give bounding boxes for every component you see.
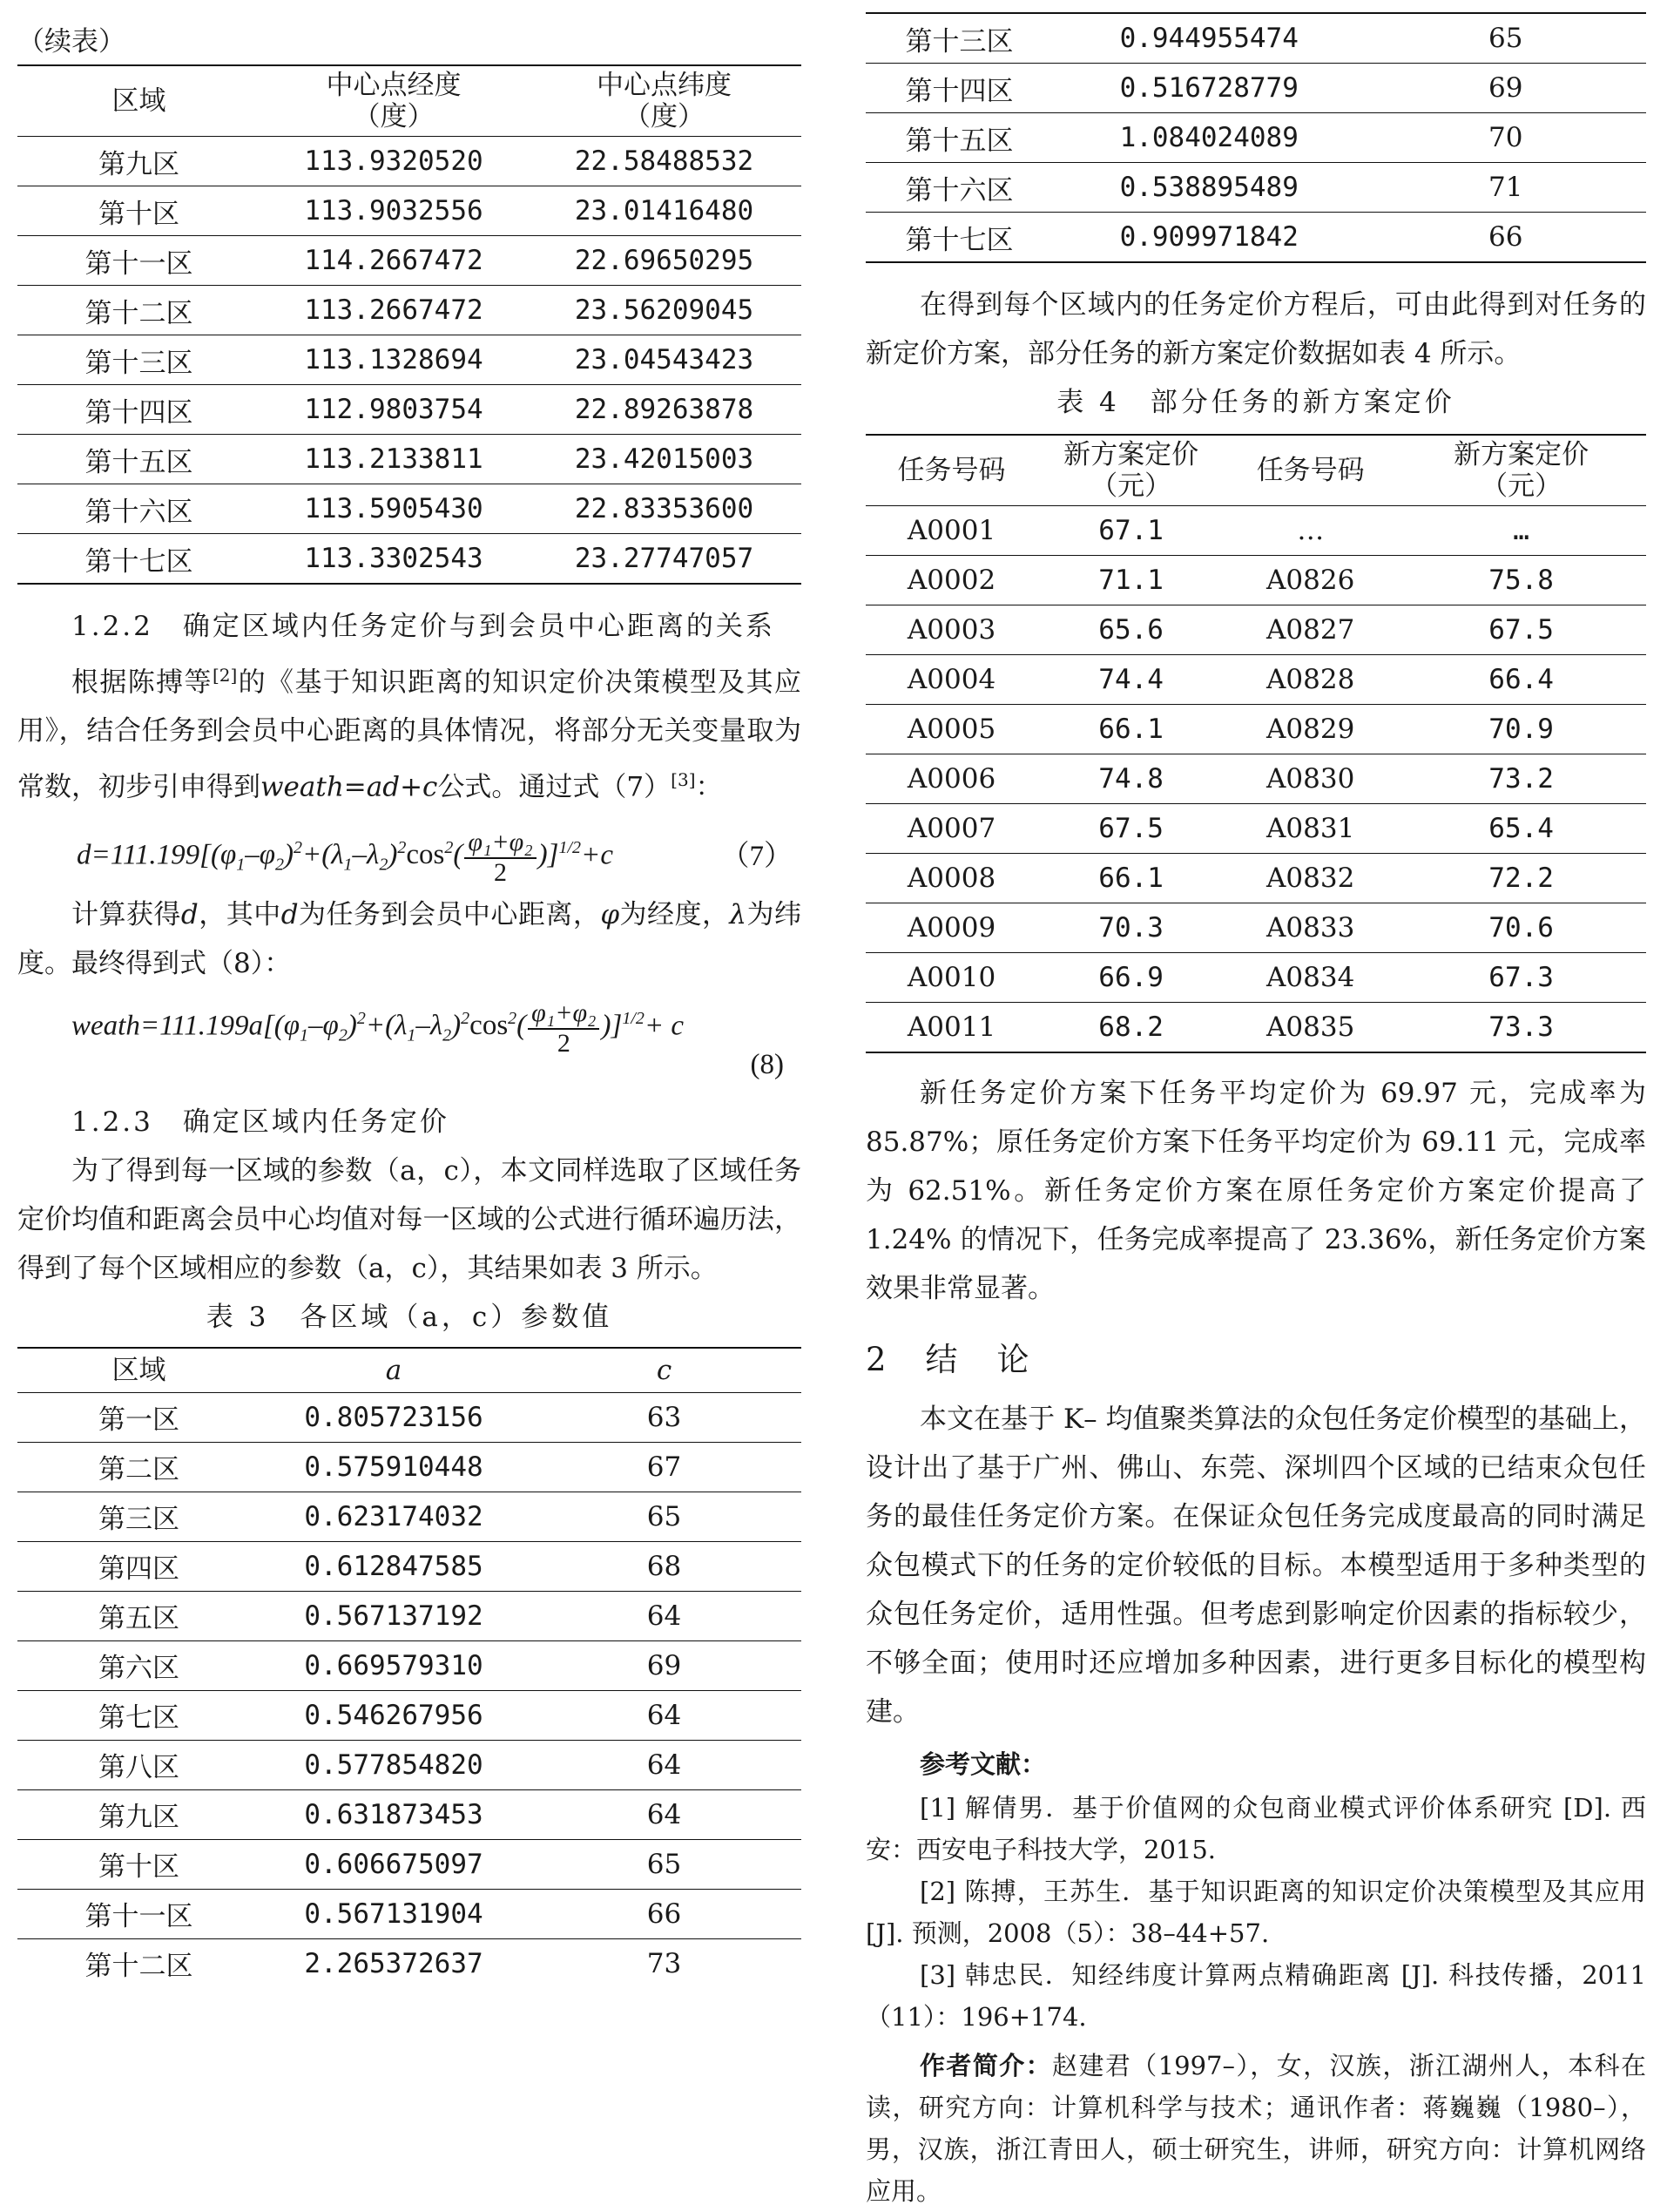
table-cell: 0.623174032 bbox=[260, 1492, 527, 1541]
params-row bbox=[866, 213, 1646, 263]
table-cell: 第十五区 bbox=[17, 435, 260, 484]
table-cell: 0.669579310 bbox=[260, 1640, 527, 1690]
table-cell: 第五区 bbox=[17, 1591, 260, 1640]
table-cell: 69 bbox=[527, 1640, 801, 1690]
table-cell: 0.538895489 bbox=[1053, 163, 1365, 213]
pricing-header-task2: 任务号码 bbox=[1225, 435, 1396, 506]
pricing-row bbox=[866, 655, 1646, 705]
table-cell: 69 bbox=[1365, 64, 1646, 113]
table-cell: 第十区 bbox=[17, 1839, 260, 1889]
table-cell: 67.1 bbox=[1037, 506, 1225, 556]
equation-8: $weath=111.199a[(\varphi_1-\varphi_2)^2+(\lambda_1-\lambda_2)^2\cos^2$( $\frac{\text{φ₁+φ₂}}{2}$ )]$^{1/2}$+ c (8) bbox=[71, 998, 784, 1080]
author-bio: 作者简介：赵建君（1997–），女，汉族，浙江湖州人，本科在读，研究方向：计算机科学与技术；通讯作者：蒋巍巍（1980–），男，汉族，浙江青田人，硕士研究生，讲师，研究方向：计算机网络应用。 bbox=[866, 2051, 1646, 2206]
section-1-2-2: 1.2.2 确定区域内任务定价与到会员中心距离的关系 bbox=[71, 611, 775, 642]
table-cell: 0.575910448 bbox=[260, 1442, 527, 1492]
table-cell: 114.2667472 bbox=[260, 236, 527, 286]
table-cell: 67.5 bbox=[1396, 605, 1646, 655]
table-cell: 70.3 bbox=[1037, 903, 1225, 953]
table-cell: A0832 bbox=[1225, 854, 1396, 903]
table-cell: 0.567131904 bbox=[260, 1889, 527, 1938]
table-cell: 66 bbox=[527, 1889, 801, 1938]
table-cell: 第十四区 bbox=[17, 385, 260, 435]
table-cell: 73.2 bbox=[1396, 754, 1646, 804]
coords-row bbox=[17, 385, 801, 435]
equation-7: $d=111.199[(\varphi_1-\varphi_2)^2+(\lambda_1-\lambda_2)^2\cos^2$( $\frac{\text{φ₁+φ₂}}{2}$ )]$^{1/2}$+c （7） bbox=[77, 827, 793, 887]
table-cell: 73 bbox=[646, 1947, 682, 1979]
params-row bbox=[17, 1938, 801, 1988]
table-cell: A0005 bbox=[866, 705, 1037, 754]
table-cell: 70 bbox=[1365, 113, 1646, 163]
coords-row bbox=[17, 534, 801, 585]
table-cell: 第十四区 bbox=[866, 64, 1053, 113]
table-cell: 113.1328694 bbox=[260, 335, 527, 385]
pricing-row bbox=[866, 506, 1646, 556]
para-new-pricing: 在得到每个区域内的任务定价方程后，可由此得到对任务的新定价方案，部分任务的新方案定价数据如表 4 所示。 bbox=[866, 289, 1646, 369]
table-cell: 71 bbox=[1365, 163, 1646, 213]
table-cell: 第九区 bbox=[17, 137, 260, 186]
para-pricing-model: 根据陈搏等[2]的《基于知识距离的知识定价决策模型及其应用》，结合任务到会员中心距离的具体情况，将部分无关变量取为常数，初步引申得到weath=ad+c公式。通过式（7）[3]： bbox=[17, 665, 802, 803]
table-cell: A0831 bbox=[1225, 804, 1396, 854]
table-cell: 第七区 bbox=[17, 1690, 260, 1740]
params-header-region: 区域 bbox=[17, 1348, 260, 1393]
pricing-row bbox=[866, 605, 1646, 655]
pricing-row bbox=[866, 556, 1646, 605]
reference-item: [2] 陈搏，王苏生．基于知识距离的知识定价决策模型及其应用 [J]. 预测，2008（5）：38–44+57. bbox=[866, 1877, 1646, 1948]
params-row bbox=[866, 113, 1646, 163]
table-cell: A0006 bbox=[866, 754, 1037, 804]
table-cell: … bbox=[1396, 506, 1646, 556]
table-cell: 66.4 bbox=[1396, 655, 1646, 705]
params-row bbox=[17, 1392, 801, 1442]
table-cell: 113.9032556 bbox=[260, 186, 527, 236]
table-cell: 73.3 bbox=[1488, 1011, 1554, 1043]
table-cell: 65 bbox=[1365, 13, 1646, 64]
params-row bbox=[17, 1690, 801, 1740]
pricing-table-body bbox=[866, 506, 1646, 1053]
table-cell: 第十六区 bbox=[866, 163, 1053, 213]
table-cell: 0.567137192 bbox=[260, 1591, 527, 1640]
table4-caption: 表 4 部分任务的新方案定价 bbox=[1056, 387, 1455, 418]
para-results: 新任务定价方案下任务平均定价为 69.97 元，完成率为 85.87%；原任务定价方案下任务平均定价为 69.11 元，完成率为 62.51%。新任务定价方案在原任务定价方案定价提高了 1.24% 的情况下，任务完成率提高了 23.36%，新任务定价方案效果非常显著。 bbox=[866, 1078, 1646, 1304]
table-cell: A0011 bbox=[907, 1011, 996, 1043]
section-2-conclusion: 2 结 论 bbox=[866, 1341, 1033, 1378]
pricing-header-price1: 新方案定价 （元） bbox=[1037, 435, 1225, 506]
table-cell: A0008 bbox=[866, 854, 1037, 903]
pricing-row bbox=[866, 903, 1646, 953]
table-cell: A0833 bbox=[1225, 903, 1396, 953]
params-row bbox=[17, 1839, 801, 1889]
coords-row bbox=[17, 236, 801, 286]
pricing-header-task1: 任务号码 bbox=[866, 435, 1037, 506]
table-cell: 113.5905430 bbox=[260, 484, 527, 534]
table-cell: 70.9 bbox=[1396, 705, 1646, 754]
table-cell: 71.1 bbox=[1037, 556, 1225, 605]
coords-header-lon: 中心点经度 （度） bbox=[260, 65, 527, 137]
reference-item: [3] 韩忠民．知经纬度计算两点精确距离 [J]. 科技传播，2011（11）：196+174. bbox=[866, 1960, 1646, 2032]
table-cell: 22.58488532 bbox=[527, 137, 801, 186]
pricing-row bbox=[866, 854, 1646, 903]
table-cell: 113.3302543 bbox=[304, 543, 483, 574]
coords-row bbox=[17, 286, 801, 335]
table-cell: 74.4 bbox=[1037, 655, 1225, 705]
table-cell: A0826 bbox=[1225, 556, 1396, 605]
coords-row bbox=[17, 137, 801, 186]
table-cell: 第十区 bbox=[17, 186, 260, 236]
params-row bbox=[17, 1740, 801, 1789]
coords-row bbox=[17, 435, 801, 484]
table-cell: 65.4 bbox=[1396, 804, 1646, 854]
table-cell: 63 bbox=[527, 1392, 801, 1442]
para-parameters: 为了得到每一区域的参数（a，c），本文同样选取了区域任务定价均值和距离会员中心均值对每一区域的公式进行循环遍历法，得到了每个区域相应的参数（a，c），其结果如表 3 所示。 bbox=[17, 1154, 801, 1284]
reference-item: [1] 解倩男．基于价值网的众包商业模式评价体系研究 [D]. 西安：西安电子科技大学，2015. bbox=[866, 1793, 1646, 1864]
table-cell: 23.56209045 bbox=[527, 286, 801, 335]
params-row bbox=[17, 1541, 801, 1591]
table-cell: 113.2133811 bbox=[260, 435, 527, 484]
table-cell: 第十二区 bbox=[84, 1951, 193, 1983]
table-cell: 第十一区 bbox=[17, 1889, 260, 1938]
params-table bbox=[17, 1347, 801, 1988]
table-cell: 第二区 bbox=[17, 1442, 260, 1492]
table-cell: 66.1 bbox=[1037, 705, 1225, 754]
params-row bbox=[17, 1591, 801, 1640]
table-cell: 65.6 bbox=[1037, 605, 1225, 655]
new-pricing-table bbox=[866, 434, 1646, 1053]
table-cell: 67 bbox=[527, 1442, 801, 1492]
table-cell: 第十七区 bbox=[905, 224, 1014, 256]
para-conclusion: 本文在基于 K– 均值聚类算法的众包任务定价模型的基础上，设计出了基于广州、佛山、东莞、深圳四个区域的已结束众包任务的最佳任务定价方案。在保证众包任务完成度最高的同时满足众包模式下的任务的定价较低的目标。本模型适用于多种类型的众包任务定价，适用性强。但考虑到影响定价因素的指标较少，不够全面；使用时还应增加多种因素，进行更多目标化的模型构建。 bbox=[866, 1404, 1646, 1728]
table-cell: 第十七区 bbox=[84, 545, 193, 578]
table-cell: 64 bbox=[527, 1591, 801, 1640]
table-cell: A0834 bbox=[1225, 953, 1396, 1003]
coords-row bbox=[17, 335, 801, 385]
table-cell: A0004 bbox=[866, 655, 1037, 705]
table-cell: 0.805723156 bbox=[260, 1392, 527, 1442]
table-cell: 113.9320520 bbox=[260, 137, 527, 186]
params-table-body bbox=[17, 1392, 801, 1988]
pricing-row bbox=[866, 705, 1646, 754]
table-cell: A0827 bbox=[1225, 605, 1396, 655]
pricing-row bbox=[866, 804, 1646, 854]
table-cell: 0.606675097 bbox=[260, 1839, 527, 1889]
table-cell: 23.42015003 bbox=[527, 435, 801, 484]
table-cell: 0.516728779 bbox=[1053, 64, 1365, 113]
table-cell: 70.6 bbox=[1396, 903, 1646, 953]
params-row bbox=[17, 1640, 801, 1690]
table-cell: 64 bbox=[527, 1690, 801, 1740]
table-cell: 0.631873453 bbox=[260, 1789, 527, 1839]
table-cell: 66.9 bbox=[1037, 953, 1225, 1003]
table-cell: 第八区 bbox=[17, 1740, 260, 1789]
table-cell: 64 bbox=[527, 1740, 801, 1789]
params-row bbox=[866, 163, 1646, 213]
table-cell: 第十三区 bbox=[866, 13, 1053, 64]
table-cell: … bbox=[1225, 506, 1396, 556]
table-cell: A0009 bbox=[866, 903, 1037, 953]
table-cell: 74.8 bbox=[1037, 754, 1225, 804]
table-cell: 72.2 bbox=[1396, 854, 1646, 903]
table-cell: 0.546267956 bbox=[260, 1690, 527, 1740]
table-cell: 第十三区 bbox=[17, 335, 260, 385]
table-cell: 22.83353600 bbox=[527, 484, 801, 534]
table-cell: A0830 bbox=[1225, 754, 1396, 804]
continued-label: （续表） bbox=[17, 26, 125, 57]
table-cell: 0.944955474 bbox=[1053, 13, 1365, 64]
params-table-continued bbox=[866, 12, 1646, 263]
table-cell: 66 bbox=[1488, 221, 1523, 253]
table-cell: 第三区 bbox=[17, 1492, 260, 1541]
coords-table bbox=[17, 64, 801, 585]
table-cell: A0829 bbox=[1225, 705, 1396, 754]
table-cell: 22.89263878 bbox=[527, 385, 801, 435]
table-cell: A0001 bbox=[866, 506, 1037, 556]
section-1-2-3: 1.2.3 确定区域内任务定价 bbox=[71, 1106, 449, 1138]
table-cell: 67.3 bbox=[1396, 953, 1646, 1003]
table-cell: A0828 bbox=[1225, 655, 1396, 705]
table-cell: A0002 bbox=[866, 556, 1037, 605]
params-row bbox=[17, 1889, 801, 1938]
table-cell: 65 bbox=[527, 1839, 801, 1889]
table3-caption: 表 3 各区域（a，c）参数值 bbox=[206, 1301, 613, 1333]
table-cell: 第十六区 bbox=[17, 484, 260, 534]
table-cell: A0835 bbox=[1266, 1011, 1355, 1043]
table-cell: 2.265372637 bbox=[304, 1947, 483, 1979]
pricing-row bbox=[866, 754, 1646, 804]
params-row bbox=[866, 64, 1646, 113]
params-row bbox=[866, 13, 1646, 64]
table-cell: 64 bbox=[527, 1789, 801, 1839]
table-cell: A0003 bbox=[866, 605, 1037, 655]
table-cell: 65 bbox=[527, 1492, 801, 1541]
table-cell: 22.69650295 bbox=[527, 236, 801, 286]
pricing-header-price2: 新方案定价 （元） bbox=[1396, 435, 1646, 506]
table-cell: 0.909971842 bbox=[1119, 221, 1299, 253]
table-cell: 75.8 bbox=[1396, 556, 1646, 605]
table-cell: 68.2 bbox=[1098, 1011, 1164, 1043]
left-column bbox=[17, 0, 801, 1988]
table-cell: 1.084024089 bbox=[1053, 113, 1365, 163]
table-cell: 第四区 bbox=[17, 1541, 260, 1591]
table-cell: 23.01416480 bbox=[527, 186, 801, 236]
table-cell: 第六区 bbox=[17, 1640, 260, 1690]
coords-header-region: 区域 bbox=[17, 65, 260, 137]
para-variables: 计算获得d，其中d为任务到会员中心距离，φ为经度，λ为纬度。最终得到式（8）： bbox=[17, 898, 802, 979]
params-header-c: c bbox=[527, 1348, 801, 1393]
params-row bbox=[17, 1492, 801, 1541]
table-cell: 0.612847585 bbox=[260, 1541, 527, 1591]
table-cell: 68 bbox=[527, 1541, 801, 1591]
table-cell: 23.04543423 bbox=[527, 335, 801, 385]
table-cell: 67.5 bbox=[1037, 804, 1225, 854]
coords-row bbox=[17, 484, 801, 534]
params-row bbox=[17, 1789, 801, 1839]
table-cell: 113.2667472 bbox=[260, 286, 527, 335]
coords-table-body bbox=[17, 137, 801, 585]
references-title: 参考文献： bbox=[920, 1749, 1047, 1779]
pricing-row bbox=[866, 953, 1646, 1003]
pricing-row bbox=[866, 1003, 1646, 1053]
params-row bbox=[17, 1442, 801, 1492]
coords-row bbox=[17, 186, 801, 236]
params-header-a: a bbox=[260, 1348, 527, 1393]
table-cell: 第十五区 bbox=[866, 113, 1053, 163]
coords-header-lat: 中心点纬度 （度） bbox=[527, 65, 801, 137]
params-continued-body bbox=[866, 13, 1646, 262]
table-cell: 第一区 bbox=[17, 1392, 260, 1442]
table-cell: 0.577854820 bbox=[260, 1740, 527, 1789]
table-cell: 第十一区 bbox=[17, 236, 260, 286]
table-cell: 第九区 bbox=[17, 1789, 260, 1839]
table-cell: 112.9803754 bbox=[260, 385, 527, 435]
table-cell: 66.1 bbox=[1037, 854, 1225, 903]
references-list bbox=[866, 1787, 1646, 2038]
table-cell: 第十二区 bbox=[17, 286, 260, 335]
table-cell: A0010 bbox=[866, 953, 1037, 1003]
table-cell: A0007 bbox=[866, 804, 1037, 854]
table-cell: 23.27747057 bbox=[574, 543, 754, 574]
right-column bbox=[866, 0, 1646, 2212]
